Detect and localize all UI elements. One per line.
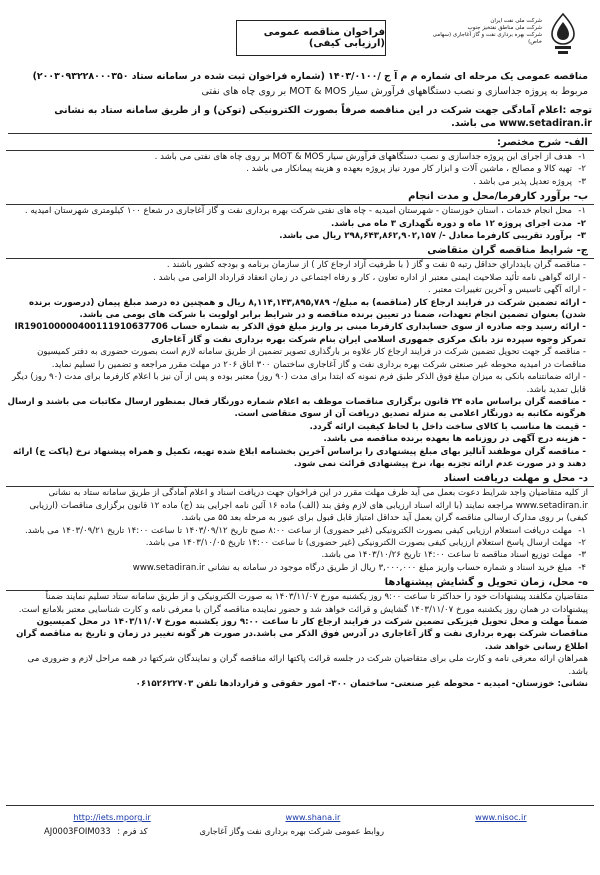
condition-item: - مناقصه گران موظفند آنالیز بهای مبلغ پیشنهادی را براساس آخرین بخشنامه ابلاغ شده تهیه، تکمیل و همراه پیشنهاد نرخ (پاکت ج) ارائه دهند و در صورت عدم ارائه تجزیه بها، نرخ پیشنهادی قرائت نمی شود. xyxy=(13,446,586,469)
section-d-intro: از کلیه متقاضیان واجد شرایط دعوت بعمل می آید ظرف مهلت مقرر در این فراخوان جهت دریافت اسناد و اعلام آمادگی از طریق سامانه ستاد به نشانی www.setadiran.ir مراجعه نمایند (با ارائه اسناد ارزیابی های لازم وفق بند (الف) ماده ۱۶ آئین نامه اجرایی بند (ج) ماده ۱۲ قانون برگزاری مناقصات (ارزیابی کیفی) بر روی مدارک ارسالی مناقصه گران بعمل آید حداقل امتیاز قابل قبول برای عبور به مرحله بعد ۵۵ می باشد. xyxy=(29,488,588,524)
section-a-item: ۳- پروژه تعدیل پذیر می باشد . xyxy=(473,176,586,187)
deadline-item: ۳- مهلت توزیع اسناد مناقصه تا ساعت ۱۴:۰۰ تاریخ ۱۴۰۳/۱۰/۲۶ می باشد. xyxy=(321,550,586,561)
form-code-value: AJ0003FOIM033 xyxy=(44,826,111,836)
section-b-item: ۳- برآورد تقریبی کارفرما معادل -/ ۲۹۸,۶۴۳,۸۶۲,۹۰۲,۱۵۷ ریال می باشد. xyxy=(279,231,586,242)
section-b xyxy=(6,190,594,242)
header xyxy=(6,6,594,70)
section-c-title: ج- شرایط مناقصه گران متقاضی xyxy=(6,244,594,259)
section-c xyxy=(6,244,594,470)
section-d xyxy=(6,472,594,574)
condition-item: - قیمت ها مناسب با کالای ساخت داخل با لحاظ کیفیت ارائه گردد. xyxy=(309,421,586,432)
condition-item: - ارائه تضمین شرکت در فرایند ارجاع کار (مناقصه) به مبلغ/- ۸,۱۱۴,۱۴۳,۸۹۵,۷۸۹ ریال و همچنین ده درصد مبلغ پیمان (درصورت برنده شدن) بعنوان تضمین انجام تعهدات، ضمنا در تعیین برنده مناقصه و در شرایط برابر اولویت با شرکت های بومی می باشد. xyxy=(28,297,586,321)
org-name-block xyxy=(422,18,542,46)
org-line-1: شرکت ملی نفت ایران xyxy=(490,18,542,24)
org-line-2: شرکت ملی مناطق نفتخیز جنوب xyxy=(467,25,542,31)
section-a xyxy=(6,136,594,188)
form-code-label: کد فرم : xyxy=(117,826,148,836)
section-e-address: نشانی: خوزستان- امیدیه - محوطه غیر صنعتی- ساختمان ۳۰۰- امور حقوقی و قراردادها تلفن ۰۶۱۵۲۶۲۲۷۰۳ xyxy=(135,679,588,690)
footer-link-nisoc[interactable]: www.nisoc.ir xyxy=(475,812,527,822)
footer-links xyxy=(6,812,594,822)
section-a-item: ۱- هدف از اجرای این پروژه جداسازی و نصب دستگاههای فرآورش سیار MOT & MOS بر روی چاه های نفتی می باشد . xyxy=(154,152,586,162)
section-a-title: الف- شرح مختصر: xyxy=(6,136,594,151)
section-e-paragraph: همراهان ارائه معرفی نامه و کارت ملی برای متقاضیان شرکت در جلسه قرائت پاکتها ارائه مناقصه گران و نمایندگان شرکتها در همه مراحل لازم و ضروری می باشد. xyxy=(27,654,588,677)
section-e-paragraph: متقاضیان مکلفند پیشنهادات خود را حداکثر تا ساعت ۹:۰۰ روز یکشنبه مورخ ۱۴۰۳/۱۱/۰۷ به صورت الکترونیکی و از طریق سامانه ستاد تسلیم نمایند ضمناً پیشنهادات در همان روز یکشنبه مورخ ۱۴۰۳/۱۱/۰۷ گشایش و قرائت خواهد شد و حضور نماینده مناقصه گران با معرفی نامه و کارت شناسایی معتبر بلامانع است. xyxy=(18,592,588,615)
deadline-item: ۴- مبلغ خرید اسناد و شماره حساب واریز مبلغ ۳,۰۰۰,۰۰۰ ریال از طریق درگاه موجود در سامانه به نشانی www.setadiran.ir xyxy=(132,562,586,573)
condition-item: - مناقصه گران براساس ماده ۲۴ قانون برگزاری مناقصات موظف به اعلام شماره دورنگار فعال بمنظور ارسال مکاتبات می باشند و ارسال هرگونه مکاتبه به دورنگار اعلامی به منزله تصدیق دریافت آن از سوی متقاضی است. xyxy=(7,396,586,420)
project-subject: مربوط به پروژه جداسازی و نصب دستگاههای فرآورش سیار MOT & MOS بر روی چاه های نفتی xyxy=(201,86,588,97)
section-e-title: ه- محل، زمان تحویل و گشایش پیشنهادها xyxy=(6,576,594,591)
section-a-item: ۲- تهیه کالا و مصالح ، ماشین آلات و ابزار کار مورد نیاز پروژه بعهده و هزینه پیمانکار می باشد . xyxy=(246,164,586,175)
section-b-title: ب- برآورد کارفرما/محل و مدت انجام xyxy=(6,190,594,205)
footer-link-iets[interactable]: http://iets.mporg.ir xyxy=(73,812,151,822)
org-line-3: شرکت بهره برداری نفت و گاز آغاجاری (سهامی خاص) xyxy=(432,32,542,45)
section-e xyxy=(6,576,594,690)
condition-item: - مناقصه گران بایدداراي حداقل رتبه ۵ نفت و گاز ( با ظرفیت آزاد ارجاع کار ) از سازمان برنامه و بودجه کشور باشند . xyxy=(166,260,586,271)
nioc-logo-icon xyxy=(546,12,580,56)
condition-item: - ارائه گواهی نامه تأئید صلاحیت ایمنی معتبر از اداره تعاون ، کار و رفاه اجتماعی در زمان انعقاد قرارداد الزامی می باشد . xyxy=(153,272,586,283)
condition-item: - هزینه درج آگهی در روزنامه ها بعهده برنده مناقصه می باشد. xyxy=(323,434,586,445)
tender-number-line: مناقصه عمومی یک مرحله ای شماره م م آ ج /۱۴۰۳/۰۱۰۰ (شماره فراخوان ثبت شده در سامانه ستاد ۲۰۰۳۰۹۳۲۲۸۰۰۰۳۵۰) xyxy=(32,71,588,82)
notice-title: فراخوان مناقصه عمومی (ارزیابی کیفی) xyxy=(236,20,386,56)
condition-item: - ارائه رسید وجه صادره از سوی حسابداری کارفرما مبنی بر واریز مبلغ فوق الذکر به شماره حساب IR190100000400111910637706 تمرکز وجوه سپرده نزد بانک مرکزی جمهوری اسلامی ایران بنام شرکت بهره برداری نفت و گاز آغاجاری xyxy=(14,322,586,345)
footer xyxy=(6,805,594,842)
tender-notice-page xyxy=(6,6,594,868)
section-d-title: د- محل و مهلت دریافت اسناد xyxy=(6,472,594,487)
deadline-item: ۱- مهلت دریافت استعلام ارزیابی کیفی بصورت الکترونیکی (غیر حضوری) از ساعت ۸:۰۰ صبح تاریخ ۱۴۰۳/۰۹/۱۲ تا ساعت ۱۴:۰۰ تاریخ ۱۴۰۳/۰۹/۲۱ می باشد. xyxy=(25,525,586,536)
section-e-paragraph: ضمناً مهلت و محل تحویل فیزیکی تضمین شرکت در فرایند ارجاع کار تا ساعت ۹:۰۰ روز یکشنبه مورخ ۱۴۰۳/۱۱/۰۷ در محل کمیسیون مناقصات شرکت بهره برداری نفت و گاز آغاجاری در آدرس فوق الذکر می باشد.در صورت هر گونه تغییر در زمان و تاریخ به مناقصه گران اطلاع رسانی خواهد شد. xyxy=(16,617,588,652)
condition-item: - مناقصه گر جهت تحویل تضمین شرکت در فرایند ارجاع کار علاوه بر بارگذاری تصویر تضمین از طریق سامانه لازم است بصورت حضوری به دفتر کمیسیون مناقصات در امیدیه محوطه غیر صنعتی شرکت بهره برداری نفت و گاز آغاجاری ساختمان ۳۰۰ اتاق ۲۰۶ در مهلت مقرر مراجعه و تضمین را تسلیم نماید. xyxy=(37,347,586,370)
condition-item: - ارائه آگهی تاسیس و آخرین تغییرات معتبر . xyxy=(427,285,586,296)
section-b-item: ۱- محل انجام خدمات ، استان خوزستان - شهرستان امیدیه - چاه های نفتی شرکت بهره برداری نفت و گاز آغاجاری در شعاع ۱۰۰ کیلومتری شهرستان امیدیه . xyxy=(24,206,586,217)
condition-item: - ارائه ضمانتنامه بانکی به میزان مبلغ فوق الذکر طبق فرم نمونه که ابتدا برای مدت (۹۰ روز) معتبر بوده و پس از آن نیز با اعلام کارفرما برای مدت (۹۰ روز) دیگر قابل تمدید باشد. xyxy=(11,372,586,395)
public-relations-credit: روابط عمومی شرکت بهره برداری نفت وگاز آغاجاری xyxy=(199,826,384,836)
form-code xyxy=(40,826,148,836)
attention-notice: توجه :اعلام آمادگی جهت شرکت در این مناقصه صرفاً بصورت الکترونیکی (توکن) و از طریق سامانه ستاد به نشانی www.setadiran.ir می باشد. xyxy=(8,104,592,134)
section-b-item: ۲- مدت اجرای پروژه ۱۲ ماه و دوره نگهداری ۳ ماه می باشد. xyxy=(331,218,586,229)
deadline-item: ۲- مهلت ارسال پاسخ استعلام ارزیابی کیفی بصورت الکترونیکی (غیر حضوری) تا ساعت ۱۴:۰۰ تاریخ ۱۴۰۳/۱۰/۰۵ می باشد. xyxy=(145,537,586,548)
footer-link-shana[interactable]: www.shana.ir xyxy=(285,812,341,822)
